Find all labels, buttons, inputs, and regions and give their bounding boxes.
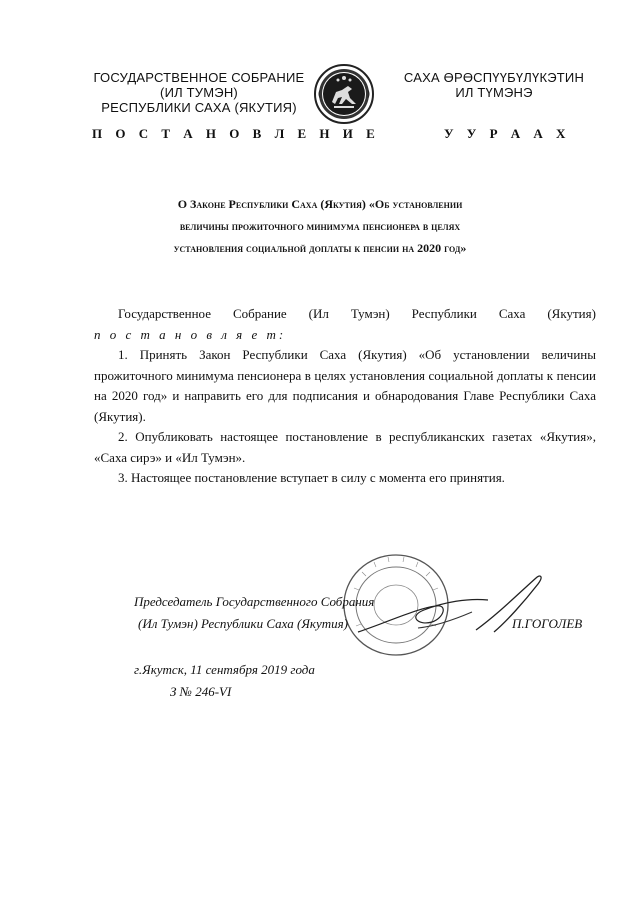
intro-word: Собрание <box>232 306 287 321</box>
title-line-1: О Законе Республики Саха (Якутия) «Об установлении <box>177 197 463 211</box>
document-number: З № 246-VI <box>170 684 232 699</box>
header-right-line-1: САХА ӨРӨСПҮҮБҮЛҮКЭТИН <box>403 70 585 85</box>
intro-word: Государственное <box>118 306 211 321</box>
signer-role-line-2: (Ил Тумэн) Республики Саха (Якутия) <box>138 616 348 631</box>
header-left-line-3: РЕСПУБЛИКИ САХА (ЯКУТИЯ) <box>101 100 297 115</box>
intro-word: (Якутия) <box>547 306 596 321</box>
intro-word: Республики <box>411 306 477 321</box>
emblem-icon <box>312 62 376 126</box>
item-2: 2. Опубликовать настоящее постановление в республиканских газетах «Якутия», «Саха сирэ» и «Ил Тумэн». <box>94 429 596 465</box>
signer-name: П.ГОГОЛЕВ <box>512 616 583 631</box>
header-left-line-1: ГОСУДАРСТВЕННОЕ СОБРАНИЕ <box>93 70 305 85</box>
doc-type-left: П О С Т А Н О В Л Е Н И Е <box>92 126 380 141</box>
title-line-2: величины прожиточного минимума пенсионера в целях <box>179 219 461 233</box>
item-1: 1. Принять Закон Республики Саха (Якутия) «Об установлении величины прожиточного минимума пенсионера в целях установления социальной доплаты к пенсии на 2020 год» и направить его для подписания и обнародования Главе Республики Саха (Якутия). <box>94 347 596 424</box>
header-left <box>88 70 310 115</box>
header-right-line-2: ИЛ ТҮМЭНЭ <box>455 85 533 100</box>
title-line-3: установления социальной доплаты к пенсии на 2020 год» <box>173 241 467 255</box>
item-3: 3. Настоящее постановление вступает в силу с момента его принятия. <box>118 470 505 485</box>
signer-role-line-1: Председатель Государственного Собрания <box>134 594 375 609</box>
header-right <box>378 70 610 100</box>
document-title <box>88 193 552 259</box>
intro-word: Тумэн) <box>350 306 390 321</box>
place-date: г.Якутск, 11 сентября 2019 года <box>134 662 315 677</box>
intro-line <box>94 304 596 325</box>
intro-word: Саха <box>498 306 526 321</box>
doc-type-right: У У Р А А Х <box>444 126 571 141</box>
body-text <box>94 304 596 489</box>
decree-word: п о с т а н о в л я е т: <box>94 326 287 342</box>
handwritten-signature <box>348 568 578 648</box>
intro-word: (Ил <box>308 306 329 321</box>
header-left-line-2: (ИЛ ТУМЭН) <box>160 85 238 100</box>
